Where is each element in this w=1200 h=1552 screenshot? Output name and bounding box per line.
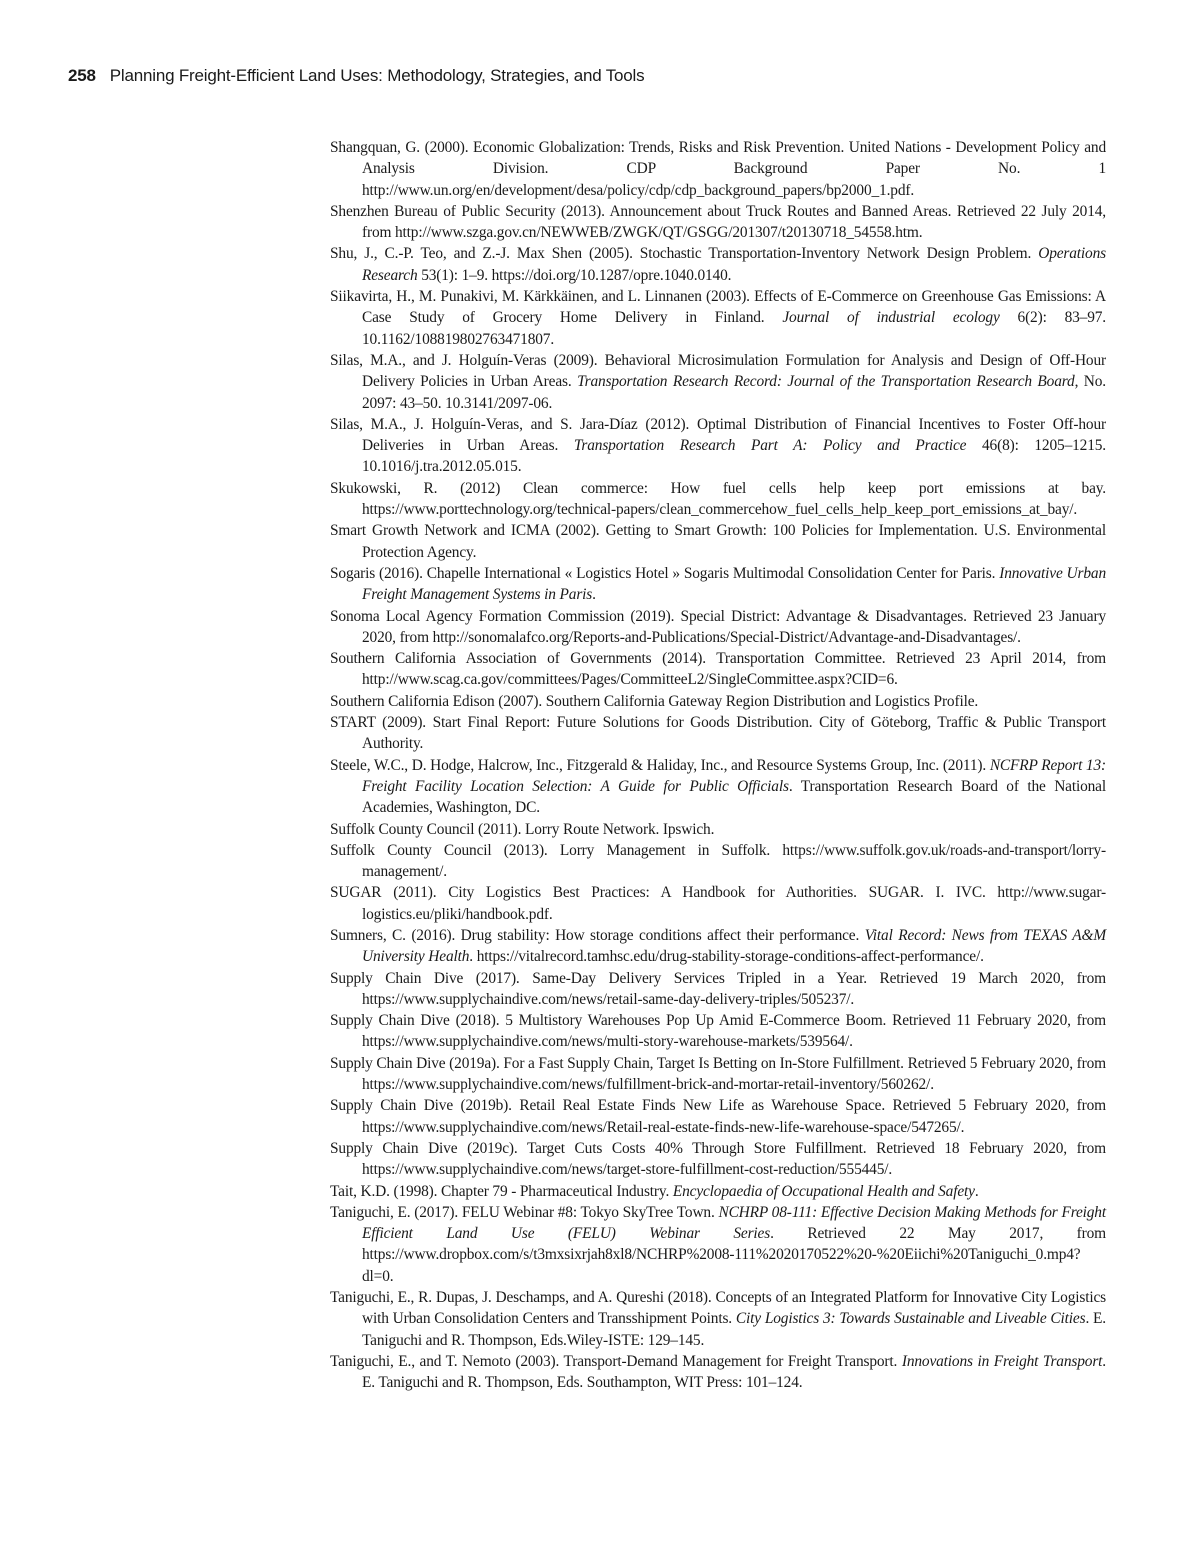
reference-text-end: . — [592, 586, 596, 604]
reference-text: Shu, J., C.-P. Teo, and Z.-J. Max Shen (2005). Stochastic Transportation-Inventory Network Design Problem. — [330, 245, 1039, 263]
reference-text: Supply Chain Dive (2019a). For a Fast Supply Chain, Target Is Betting on In-Store Fulfillment. Retrieved 5 February 2020, from https://www.supplychaindive.com/news/fulfillment-brick-and-mortar-retail-inventory/560262/. — [330, 1054, 1106, 1094]
reference-list — [330, 137, 1106, 1394]
reference-entry — [330, 1010, 1106, 1053]
reference-entry — [330, 201, 1106, 244]
reference-entry — [330, 1351, 1106, 1394]
reference-entry — [330, 691, 1106, 712]
reference-text: Southern California Association of Governments (2014). Transportation Committee. Retrieved 23 April 2014, from http://www.scag.ca.gov/committees/Pages/CommitteeL2/SingleCommittee.aspx?CID=6. — [330, 650, 1106, 689]
reference-text-end: . Retrieved 22 May 2017, from https://www.dropbox.com/s/t3mxsixrjah8xl8/NCHRP%2008-111%2020170522%20-%20Eiichi%20Taniguchi_0.mp4?dl=0. — [362, 1225, 1106, 1285]
reference-text-end: . E. Taniguchi and R. Thompson, Eds.Wiley-ISTE: 129–145. — [362, 1310, 1106, 1349]
reference-text-end: 46(8): 1205–1215. 10.1016/j.tra.2012.05.015. — [362, 437, 1106, 476]
reference-text: Sonoma Local Agency Formation Commission (2019). Special District: Advantage & Disadvantages. Retrieved 23 January 2020, from http://sonomalafco.org/Reports-and-Publications/Special-District/Advantage-and-Disadvantages/. — [330, 607, 1106, 646]
reference-text: Supply Chain Dive (2019b). Retail Real Estate Finds New Life as Warehouse Space. Retrieved 5 February 2020, from https://www.supplychaindive.com/news/Retail-real-estate-finds-new-life-warehouse-space/547265/. — [330, 1097, 1106, 1136]
reference-text: Shenzhen Bureau of Public Security (2013). Announcement about Truck Routes and Banned Areas. Retrieved 22 July 2014, from http://www.szga.gov.cn/NEWWEB/ZWGK/QT/GSGG/201307/t20130718_54558.htm. — [330, 202, 1106, 242]
reference-text: Silas, M.A., J. Holguín-Veras, and S. Jara-Díaz (2012). Optimal Distribution of Financial Incentives to Foster Off-hour Deliveries in Urban Areas. — [330, 415, 1106, 455]
reference-entry — [330, 1138, 1106, 1181]
reference-text: Sumners, C. (2016). Drug stability: How storage conditions affect their performance. — [330, 926, 865, 944]
reference-italic: NCHRP 08-111: Effective Decision Making Methods for Freight Efficient Land Use (FELU) Webinar Series — [362, 1203, 1106, 1243]
reference-text: Suffolk County Council (2013). Lorry Management in Suffolk. https://www.suffolk.gov.uk/roads-and-transport/lorry-management/. — [330, 841, 1106, 881]
reference-text: Tait, K.D. (1998). Chapter 79 - Pharmaceutical Industry. — [330, 1182, 673, 1200]
reference-text: Supply Chain Dive (2017). Same-Day Delivery Services Tripled in a Year. Retrieved 19 March 2020, from https://www.supplychaindive.com/news/retail-same-day-delivery-triples/505237/. — [330, 969, 1106, 1008]
reference-italic: Transportation Research Record: Journal of the Transportation Research Board — [577, 373, 1075, 391]
running-title: Planning Freight-Efficient Land Uses: Methodology, Strategies, and Tools — [109, 66, 645, 85]
reference-text: Siikavirta, H., M. Punakivi, M. Kärkkäinen, and L. Linnanen (2003). Effects of E-Commerce on Greenhouse Gas Emissions: A Case Study of Grocery Home Delivery in Finland. — [330, 288, 1106, 327]
reference-entry — [330, 882, 1106, 925]
reference-entry — [330, 563, 1106, 606]
reference-text: Suffolk County Council (2011). Lorry Route Network. Ipswich. — [330, 820, 715, 838]
reference-text: Taniguchi, E. (2017). FELU Webinar #8: Tokyo SkyTree Town. — [330, 1203, 719, 1221]
reference-text-end: 53(1): 1–9. https://doi.org/10.1287/opre.1040.0140. — [417, 266, 732, 284]
reference-text: Supply Chain Dive (2019c). Target Cuts Costs 40% Through Store Fulfillment. Retrieved 18 February 2020, from https://www.supplychaindive.com/news/target-store-fulfillment-cost-reduction/555445/. — [330, 1139, 1106, 1179]
reference-text: Taniguchi, E., R. Dupas, J. Deschamps, and A. Qureshi (2018). Concepts of an Integrated Platform for Innovative City Logistics with Urban Consolidation Centers and Transshipment Points. — [330, 1289, 1106, 1328]
reference-entry — [330, 1053, 1106, 1096]
reference-entry — [330, 1095, 1106, 1138]
reference-text: Silas, M.A., and J. Holguín-Veras (2009). Behavioral Microsimulation Formulation for Analysis and Design of Off-Hour Delivery Policies in Urban Areas. — [330, 351, 1106, 391]
reference-italic: NCFRP Report 13: Freight Facility Location Selection: A Guide for Public Officials — [362, 756, 1107, 795]
reference-text: Skukowski, R. (2012) Clean commerce: How fuel cells help keep port emissions at bay. https://www.porttechnology.org/technical-papers/clean_commercehow_fuel_cells_help_keep_port_emissions_at_bay/. — [330, 479, 1106, 519]
reference-entry — [330, 286, 1106, 350]
reference-entry — [330, 606, 1106, 649]
reference-italic: Encyclopaedia of Occupational Health and Safety — [672, 1182, 975, 1200]
reference-entry — [330, 712, 1106, 755]
reference-italic: Innovations in Freight Transport — [901, 1352, 1103, 1370]
reference-text-end: . E. Taniguchi and R. Thompson, Eds. Southampton, WIT Press: 101–124. — [362, 1352, 1106, 1392]
reference-text-end: . — [974, 1182, 979, 1200]
reference-text: SUGAR (2011). City Logistics Best Practices: A Handbook for Authorities. SUGAR. I. IVC. http://www.sugar-logistics.eu/pliki/handbook.pdf. — [330, 884, 1106, 923]
reference-entry — [330, 648, 1106, 691]
reference-entry — [330, 350, 1106, 414]
reference-text: Steele, W.C., D. Hodge, Halcrow, Inc., Fitzgerald & Haliday, Inc., and Resource Systems Group, Inc. (2011). — [330, 756, 990, 774]
running-head — [68, 66, 644, 86]
reference-text: Taniguchi, E., and T. Nemoto (2003). Transport-Demand Management for Freight Transport. — [330, 1352, 902, 1370]
reference-text-end: , No. 2097: 43–50. 10.3141/2097-06. — [362, 373, 1107, 412]
reference-italic: Vital Record: News from TEXAS A&M University Health — [362, 926, 1107, 966]
reference-italic: Operations Research — [362, 245, 1106, 284]
reference-text: Supply Chain Dive (2018). 5 Multistory Warehouses Pop Up Amid E-Commerce Boom. Retrieved 11 February 2020, from https://www.supplychaindive.com/news/multi-story-warehouse-markets/539564/. — [330, 1012, 1106, 1051]
reference-entry — [330, 243, 1106, 286]
page-number: 258 — [68, 66, 96, 85]
reference-text: Southern California Edison (2007). Southern California Gateway Region Distribution and Logistics Profile. — [330, 692, 979, 710]
reference-entry — [330, 840, 1106, 883]
reference-text: Smart Growth Network and ICMA (2002). Getting to Smart Growth: 100 Policies for Implementation. U.S. Environmental Protection Agency. — [330, 522, 1106, 561]
reference-entry — [330, 925, 1106, 968]
reference-entry — [330, 1202, 1106, 1287]
reference-entry — [330, 968, 1106, 1011]
reference-entry — [330, 137, 1106, 201]
reference-italic: City Logistics 3: Towards Sustainable and Liveable Cities — [735, 1310, 1086, 1328]
reference-entry — [330, 819, 1106, 840]
reference-italic: Journal of industrial ecology — [782, 309, 1000, 327]
reference-entry — [330, 478, 1106, 521]
reference-entry — [330, 414, 1106, 478]
reference-entry — [330, 520, 1106, 563]
reference-entry — [330, 755, 1106, 819]
reference-text-end: 6(2): 83–97. 10.1162/108819802763471807. — [362, 309, 1106, 348]
reference-entry — [330, 1181, 1106, 1202]
reference-text: Sogaris (2016). Chapelle International « Logistics Hotel » Sogaris Multimodal Consolidation Center for Paris. — [330, 564, 1000, 582]
reference-text-end: . https://vitalrecord.tamhsc.edu/drug-stability-storage-conditions-affect-performance/. — [469, 948, 984, 966]
reference-text: Shangquan, G. (2000). Economic Globalization: Trends, Risks and Risk Prevention. United Nations - Development Policy and Analysis Division. CDP Background Paper No. 1 http://www.un.org/en/development/desa/policy/cdp/cdp_background_papers/bp2000_1.pdf. — [330, 139, 1106, 199]
reference-italic: Transportation Research Part A: Policy and Practice — [573, 437, 967, 455]
reference-entry — [330, 1287, 1106, 1351]
reference-text: START (2009). Start Final Report: Future Solutions for Goods Distribution. City of Göteborg, Traffic & Public Transport Authority. — [330, 714, 1106, 753]
reference-text-end: . Transportation Research Board of the National Academies, Washington, DC. — [362, 777, 1106, 817]
reference-italic: Innovative Urban Freight Management Systems in Paris — [362, 564, 1106, 604]
